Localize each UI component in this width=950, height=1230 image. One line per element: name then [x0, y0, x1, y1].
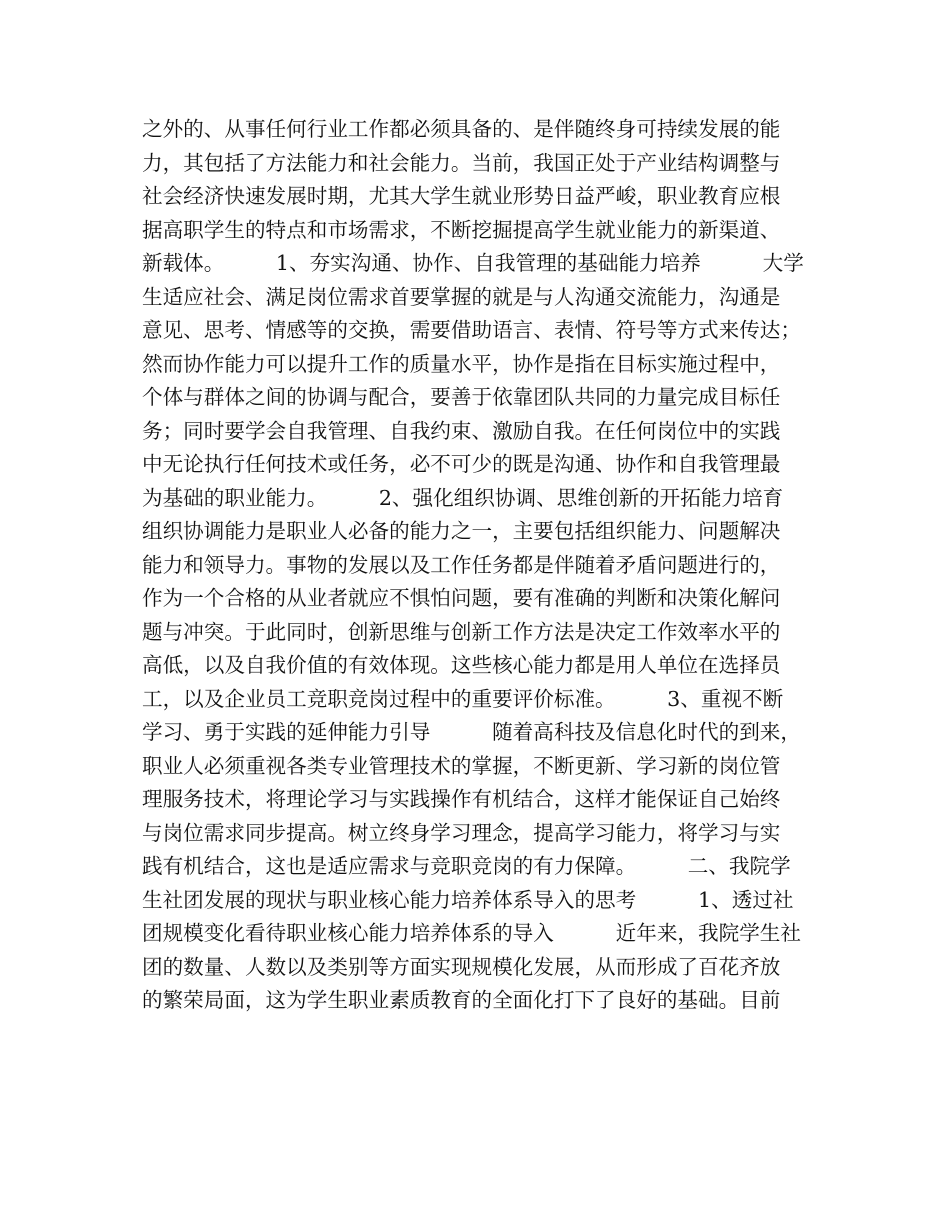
- text-line: 之外的、从事任何行业工作都必须具备的、是伴随终身可持续发展的能: [142, 117, 781, 141]
- text-line: 组织协调能力是职业人必备的能力之一，主要包括组织能力、问题解决: [142, 519, 781, 543]
- text-line: 团的数量、人数以及类别等方面实现规模化发展，从而形成了百花齐放: [142, 954, 781, 979]
- text-line: 社会经济快速发展时期，尤其大学生就业形势日益严峻，职业教育应根: [142, 184, 781, 208]
- text-line: 然而协作能力可以提升工作的质量水平，协作是指在目标实施过程中，: [142, 351, 781, 376]
- text-line: 团规模变化看待职业核心能力培养体系的导入 近年来，我院学生社: [142, 921, 801, 945]
- text-line: 个体与群体之间的协调与配合，要善于依靠团队共同的力量完成目标任: [142, 385, 781, 409]
- text-line: 学习、勇于实践的延伸能力引导 随着高科技及信息化时代的到来，: [142, 720, 801, 744]
- text-line: 能力和领导力。事物的发展以及工作任务都是伴随着矛盾问题进行的，: [142, 552, 781, 577]
- text-line: 题与冲突。于此同时，创新思维与创新工作方法是决定工作效率水平的: [142, 619, 781, 644]
- text-line: 与岗位需求同步提高。树立终身学习理念，提高学习能力，将学习与实: [142, 820, 781, 845]
- text-line: 生社团发展的现状与职业核心能力培养体系导入的思考 1、透过社: [142, 887, 794, 912]
- text-line: 为基础的职业能力。 2、强化组织协调、思维创新的开拓能力培育: [142, 485, 784, 510]
- text-line: 的繁荣局面，这为学生职业素质教育的全面化打下了良好的基础。目前: [142, 988, 781, 1012]
- text-line: 作为一个合格的从业者就应不惧怕问题，要有准确的判断和决策化解问: [142, 586, 781, 610]
- text-line: 新载体。 1、夯实沟通、协作、自我管理的基础能力培养 大学: [142, 251, 804, 275]
- text-line: 据高职学生的特点和市场需求，不断挖掘提高学生就业能力的新渠道、: [142, 217, 781, 242]
- body-text: [142, 113, 832, 1018]
- text-line: 意见、思考、情感等的交换，需要借助语言、表情、符号等方式来传达；: [142, 318, 801, 342]
- text-line: 务；同时要学会自我管理、自我约束、激励自我。在任何岗位中的实践: [142, 418, 781, 443]
- text-line: 力，其包括了方法能力和社会能力。当前，我国正处于产业结构调整与: [142, 150, 781, 175]
- text-line: 践有机结合，这也是适应需求与竞职竞岗的有力保障。 二、我院学: [142, 854, 791, 878]
- text-line: 工，以及企业员工竞职竞岗过程中的重要评价标准。 3、重视不断: [142, 686, 784, 711]
- text-line: 理服务技术，将理论学习与实践操作有机结合，这样才能保证自己始终: [142, 787, 781, 811]
- text-line: 职业人必须重视各类专业管理技术的掌握，不断更新、学习新的岗位管: [142, 753, 781, 778]
- text-line: 高低，以及自我价值的有效体现。这些核心能力都是用人单位在选择员: [142, 653, 781, 677]
- text-line: 中无论执行任何技术或任务，必不可少的既是沟通、协作和自我管理最: [142, 452, 781, 476]
- text-line: 生适应社会、满足岗位需求首要掌握的就是与人沟通交流能力，沟通是: [142, 284, 781, 309]
